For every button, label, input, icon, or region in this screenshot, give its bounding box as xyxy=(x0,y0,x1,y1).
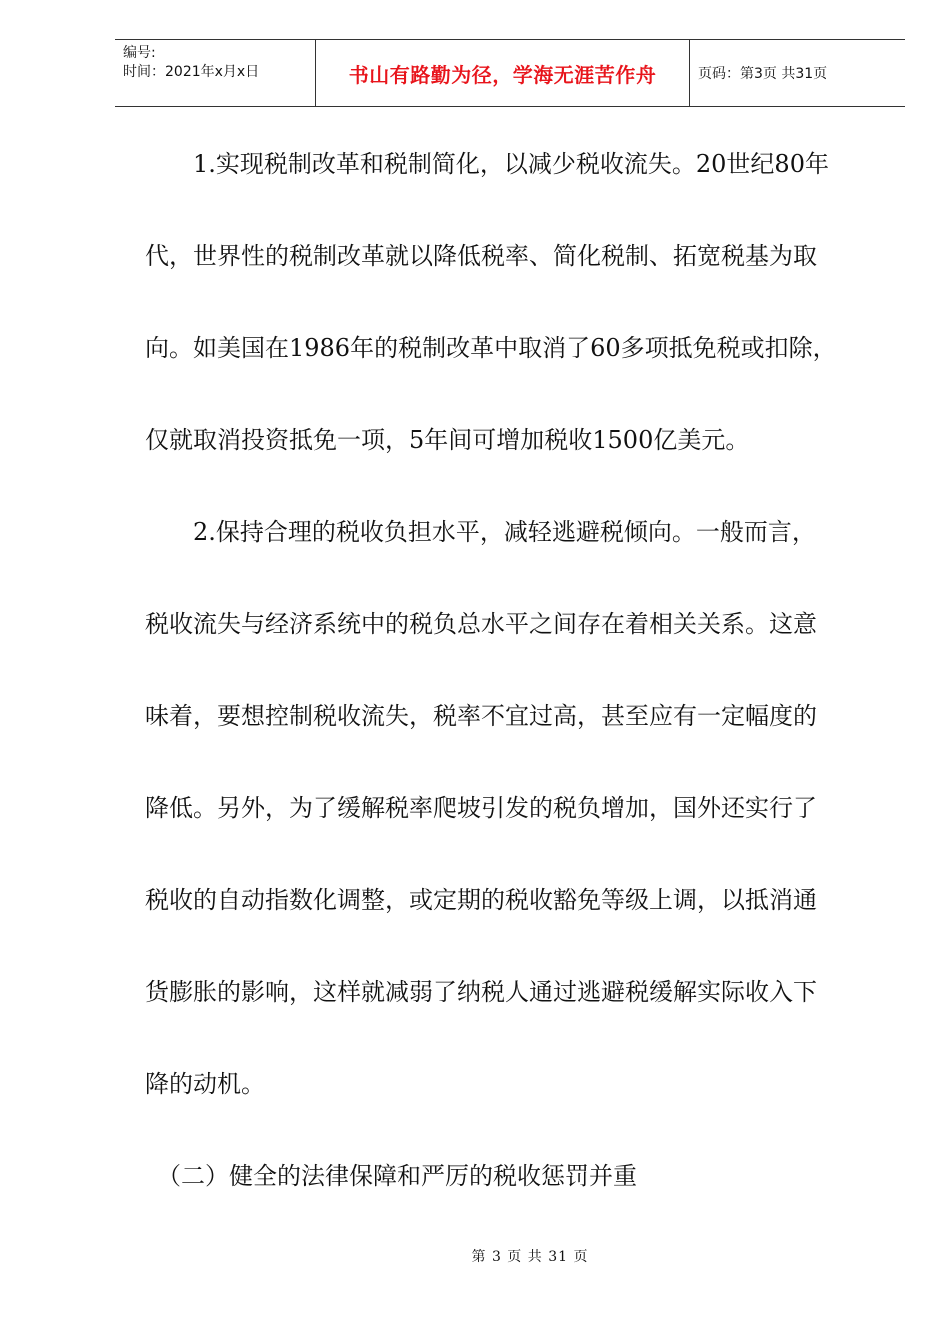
header-meta xyxy=(115,40,316,106)
text-line: 税收的自动指数化调整，或定期的税收豁免等级上调，以抵消通 xyxy=(145,886,817,914)
page-header xyxy=(115,39,905,107)
header-page-info: 页码：第3页 共31页 xyxy=(698,66,828,82)
text-line: 2.保持合理的税收负担水平，减轻逃避税倾向。一般而言， xyxy=(145,518,816,546)
text-line: 仅就取消投资抵免一项，5年间可增加税收1500亿美元。 xyxy=(145,426,750,454)
text-line: 降的动机。 xyxy=(145,1070,265,1098)
heading-line: （二）健全的法律保障和严厉的税收惩罚并重 xyxy=(145,1162,637,1190)
text-line: 1.实现税制改革和税制简化，以减少税收流失。20世纪80年 xyxy=(145,150,829,178)
paragraph-1 xyxy=(145,118,885,486)
document-body xyxy=(145,118,885,1222)
header-motto: 书山有路勤为径，学海无涯苦作舟 xyxy=(316,40,690,106)
text-line: 降低。另外，为了缓解税率爬坡引发的税负增加，国外还实行了 xyxy=(145,794,817,822)
section-heading xyxy=(145,1130,885,1222)
text-line: 味着，要想控制税收流失，税率不宜过高，甚至应有一定幅度的 xyxy=(145,702,817,730)
time-label: 时间：2021年x月x日 xyxy=(123,64,260,80)
page-footer: 第 3 页 共 31 页 xyxy=(471,1249,589,1265)
text-line: 货膨胀的影响，这样就减弱了纳税人通过逃避税缓解实际收入下 xyxy=(145,978,817,1006)
text-line: 代，世界性的税制改革就以降低税率、简化税制、拓宽税基为取 xyxy=(145,242,817,270)
paragraph-2 xyxy=(145,486,885,1130)
serial-label: 编号: xyxy=(123,45,156,61)
text-line: 税收流失与经济系统中的税负总水平之间存在着相关关系。这意 xyxy=(145,610,817,638)
text-line: 向。如美国在1986年的税制改革中取消了60多项抵免税或扣除， xyxy=(145,334,837,362)
